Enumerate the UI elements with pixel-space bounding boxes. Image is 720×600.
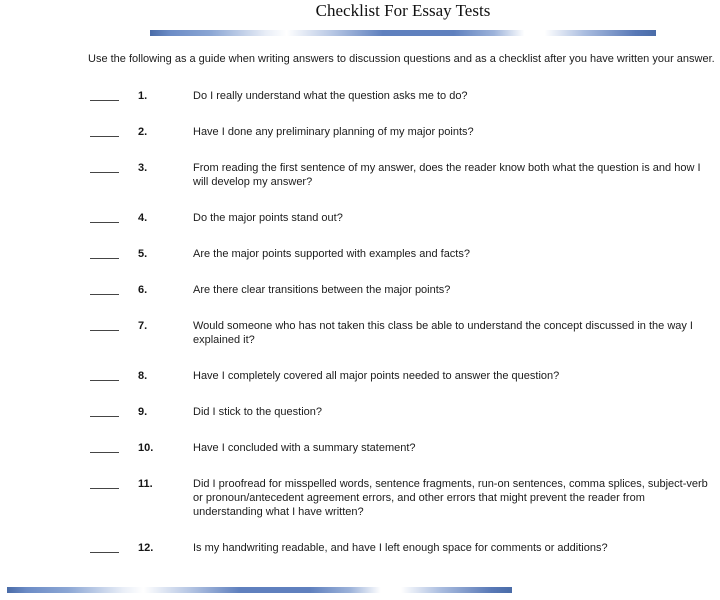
- answer-blank-line: [90, 211, 119, 223]
- checklist-item: [0, 541, 720, 555]
- checklist-item: [0, 247, 720, 261]
- checklist-item: [0, 125, 720, 139]
- answer-blank-line: [90, 283, 119, 295]
- answer-blank-line: [90, 125, 119, 137]
- item-number: 12.: [138, 542, 154, 554]
- item-text: Have I completely covered all major points needed to answer the question?: [193, 370, 560, 382]
- top-divider-bar: [150, 30, 656, 36]
- checklist-item: [0, 477, 720, 519]
- item-text: Did I stick to the question?: [193, 406, 323, 418]
- item-text: Are there clear transitions between the major points?: [193, 284, 451, 296]
- item-number: 6.: [138, 284, 148, 296]
- bottom-divider-bar: [7, 587, 512, 593]
- item-text: From reading the first sentence of my answer, does the reader know both what the question is and how I will develop my answer?: [193, 162, 701, 188]
- intro-text: Use the following as a guide when writing answers to discussion questions and as a checklist after you have written your answer.: [88, 53, 715, 65]
- item-number: 7.: [138, 320, 148, 332]
- item-number: 3.: [138, 162, 148, 174]
- checklist: [0, 89, 720, 577]
- item-text: Is my handwriting readable, and have I left enough space for comments or additions?: [193, 542, 608, 554]
- checklist-item: [0, 211, 720, 225]
- item-number: 5.: [138, 248, 148, 260]
- answer-blank-line: [90, 369, 119, 381]
- item-text: Have I done any preliminary planning of my major points?: [193, 126, 474, 138]
- answer-blank-line: [90, 89, 119, 101]
- item-text: Are the major points supported with examples and facts?: [193, 248, 470, 260]
- checklist-item: [0, 283, 720, 297]
- item-text: Do the major points stand out?: [193, 212, 343, 224]
- item-number: 4.: [138, 212, 148, 224]
- item-text: Did I proofread for misspelled words, sentence fragments, run-on sentences, comma splices, subject-verb or pronoun/antecedent agreement errors, and other errors that might prevent the reader from understanding what I have written?: [193, 478, 708, 518]
- item-number: 11.: [138, 478, 153, 490]
- item-number: 10.: [138, 442, 154, 454]
- item-number: 8.: [138, 370, 148, 382]
- checklist-item: [0, 89, 720, 103]
- checklist-item: [0, 405, 720, 419]
- item-number: 2.: [138, 126, 148, 138]
- page-title: Checklist For Essay Tests: [315, 1, 491, 20]
- answer-blank-line: [90, 161, 119, 173]
- checklist-item: [0, 319, 720, 347]
- item-number: 1.: [138, 90, 148, 102]
- item-text: Do I really understand what the question asks me to do?: [193, 90, 468, 102]
- item-text: Would someone who has not taken this class be able to understand the concept discussed in the way I explained it?: [193, 320, 693, 346]
- checklist-item: [0, 369, 720, 383]
- answer-blank-line: [90, 405, 119, 417]
- answer-blank-line: [90, 541, 119, 553]
- item-text: Have I concluded with a summary statement?: [193, 442, 416, 454]
- answer-blank-line: [90, 441, 119, 453]
- answer-blank-line: [90, 247, 119, 259]
- answer-blank-line: [90, 477, 119, 489]
- answer-blank-line: [90, 319, 119, 331]
- item-number: 9.: [138, 406, 148, 418]
- checklist-item: [0, 161, 720, 189]
- checklist-item: [0, 441, 720, 455]
